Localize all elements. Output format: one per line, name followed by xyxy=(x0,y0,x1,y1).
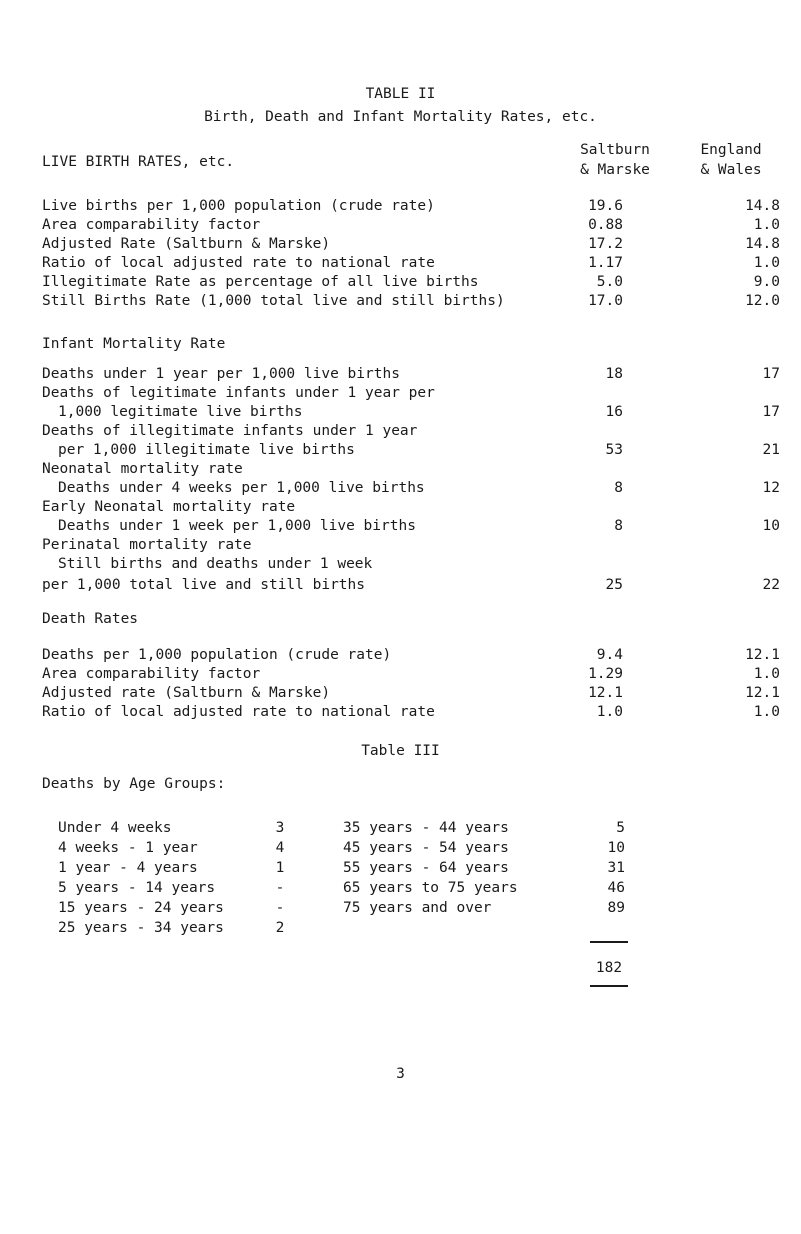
age-group-value: 10 xyxy=(607,840,625,856)
infant-row-saltburn: 18 xyxy=(605,366,623,382)
infant-row-saltburn: 8 xyxy=(614,480,623,496)
live-row: Live births per 1,000 population (crude rate) xyxy=(42,198,435,214)
page-number: 3 xyxy=(396,1066,405,1082)
age-group-value: 46 xyxy=(607,880,625,896)
infant-row: per 1,000 total live and still births xyxy=(42,577,366,593)
col-england-line2: & Wales xyxy=(700,162,762,178)
infant-row: Deaths of legitimate infants under 1 year per xyxy=(42,385,435,401)
age-group-value: 1 xyxy=(275,860,285,876)
col-england-line1: England xyxy=(700,142,762,158)
age-group-label: 35 years - 44 years xyxy=(343,820,509,836)
infant-row-england: 22 xyxy=(762,577,780,593)
live-row-saltburn: 19.6 xyxy=(588,198,623,214)
live-row-saltburn: 17.2 xyxy=(588,236,623,252)
total-rule-bottom xyxy=(590,985,628,987)
death-row: Deaths per 1,000 population (crude rate) xyxy=(42,647,392,663)
live-row-england: 14.8 xyxy=(745,198,780,214)
death-row-saltburn: 9.4 xyxy=(596,647,623,663)
infant-row: Early Neonatal mortality rate xyxy=(42,499,296,515)
death-row-england: 1.0 xyxy=(753,704,780,720)
infant-row: 1,000 legitimate live births xyxy=(58,404,303,420)
age-group-label: 5 years - 14 years xyxy=(58,880,216,896)
infant-row-saltburn: 25 xyxy=(605,577,623,593)
live-row: Ratio of local adjusted rate to national rate xyxy=(42,255,435,271)
infant-row: Deaths under 1 week per 1,000 live births xyxy=(58,518,416,534)
age-group-value: 3 xyxy=(275,820,285,836)
live-row: Area comparability factor xyxy=(42,217,261,233)
table3-heading: Deaths by Age Groups: xyxy=(42,776,226,792)
infant-row-england: 17 xyxy=(762,404,780,420)
live-row-england: 9.0 xyxy=(753,274,780,290)
age-group-label: 4 weeks - 1 year xyxy=(58,840,198,856)
col-england-header xyxy=(681,140,781,180)
live-row-england: 1.0 xyxy=(753,217,780,233)
infant-row: Deaths under 4 weeks per 1,000 live births xyxy=(58,480,425,496)
age-group-value: 5 xyxy=(616,820,625,836)
infant-row-england: 17 xyxy=(762,366,780,382)
table-title: TABLE II xyxy=(365,86,436,102)
age-group-value: 2 xyxy=(275,920,285,936)
age-group-value: 89 xyxy=(607,900,625,916)
live-row: Still Births Rate (1,000 total live and still births) xyxy=(42,293,505,309)
death-heading: Death Rates xyxy=(42,611,139,627)
death-row: Ratio of local adjusted rate to national rate xyxy=(42,704,435,720)
age-group-value: - xyxy=(275,900,285,916)
death-row: Adjusted rate (Saltburn & Marske) xyxy=(42,685,331,701)
live-row-saltburn: 17.0 xyxy=(588,293,623,309)
infant-row-england: 12 xyxy=(762,480,780,496)
table-subtitle: Birth, Death and Infant Mortality Rates, etc. xyxy=(204,109,597,125)
live-row-saltburn: 5.0 xyxy=(596,274,623,290)
age-group-value: 4 xyxy=(275,840,285,856)
death-row-england: 12.1 xyxy=(745,647,780,663)
infant-row-saltburn: 8 xyxy=(614,518,623,534)
age-group-label: 65 years to 75 years xyxy=(343,880,518,896)
age-group-label: Under 4 weeks xyxy=(58,820,172,836)
infant-row: Deaths of illegitimate infants under 1 year xyxy=(42,423,418,439)
infant-row-england: 21 xyxy=(762,442,780,458)
age-group-label: 25 years - 34 years xyxy=(58,920,224,936)
infant-row: Still births and deaths under 1 week xyxy=(58,556,373,572)
infant-row: Neonatal mortality rate xyxy=(42,461,243,477)
infant-heading: Infant Mortality Rate xyxy=(42,336,226,352)
death-row: Area comparability factor xyxy=(42,666,261,682)
infant-row-saltburn: 53 xyxy=(605,442,623,458)
live-row-saltburn: 1.17 xyxy=(588,255,623,271)
death-row-saltburn: 1.29 xyxy=(588,666,623,682)
age-group-value: - xyxy=(275,880,285,896)
live-row: Adjusted Rate (Saltburn & Marske) xyxy=(42,236,331,252)
col-saltburn-line2: & Marske xyxy=(580,162,650,178)
age-group-label: 1 year - 4 years xyxy=(58,860,198,876)
death-row-england: 12.1 xyxy=(745,685,780,701)
live-row-england: 14.8 xyxy=(745,236,780,252)
infant-row-england: 10 xyxy=(762,518,780,534)
age-groups-total: 182 xyxy=(595,960,623,976)
infant-row-saltburn: 16 xyxy=(605,404,623,420)
death-row-saltburn: 1.0 xyxy=(596,704,623,720)
age-group-label: 75 years and over xyxy=(343,900,492,916)
age-group-value: 31 xyxy=(607,860,625,876)
live-row-saltburn: 0.88 xyxy=(588,217,623,233)
table3-title: Table III xyxy=(361,743,440,759)
live-row-england: 12.0 xyxy=(745,293,780,309)
infant-row: Perinatal mortality rate xyxy=(42,537,252,553)
death-row-england: 1.0 xyxy=(753,666,780,682)
col-saltburn-line1: Saltburn xyxy=(580,142,650,158)
live-row: Illegitimate Rate as percentage of all live births xyxy=(42,274,479,290)
infant-row: Deaths under 1 year per 1,000 live births xyxy=(42,366,400,382)
col-saltburn-header xyxy=(565,140,665,180)
age-group-label: 55 years - 64 years xyxy=(343,860,509,876)
age-group-label: 15 years - 24 years xyxy=(58,900,224,916)
death-row-saltburn: 12.1 xyxy=(588,685,623,701)
total-rule-top xyxy=(590,941,628,943)
live-row-england: 1.0 xyxy=(753,255,780,271)
age-group-label: 45 years - 54 years xyxy=(343,840,509,856)
infant-row: per 1,000 illegitimate live births xyxy=(58,442,355,458)
section-label: LIVE BIRTH RATES, etc. xyxy=(42,154,235,170)
